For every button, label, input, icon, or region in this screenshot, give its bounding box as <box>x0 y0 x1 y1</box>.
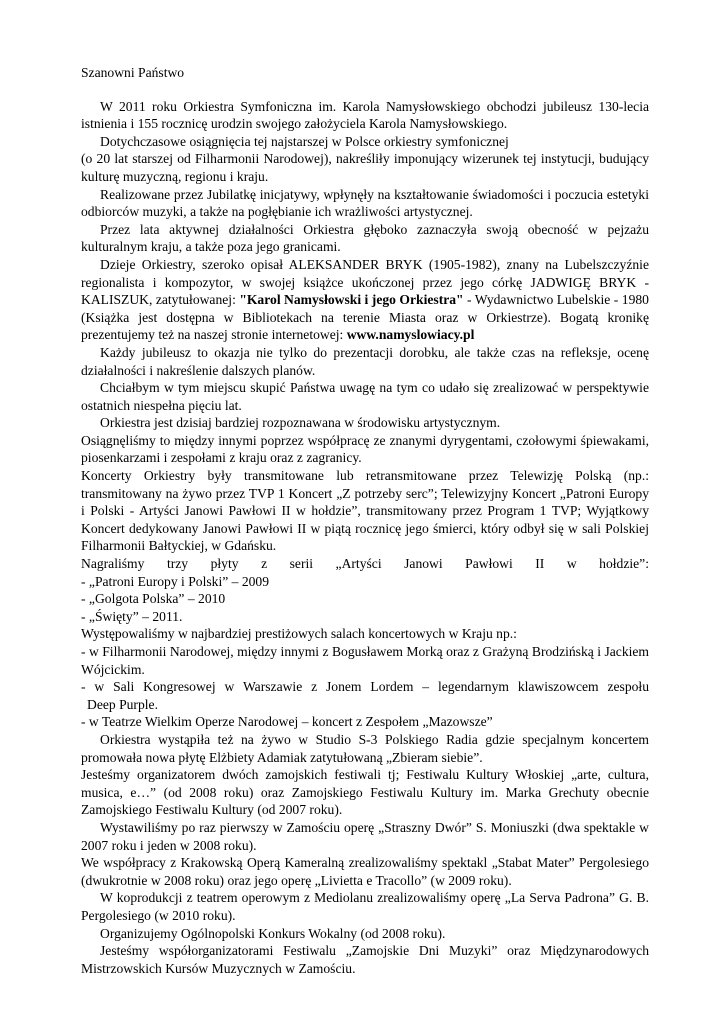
venue-item-philharmonic: - w Filharmonii Narodowej, między innymi z Bogusławem Morką oraz z Grażyną Brodzińską i Jackiem Wójcickim. <box>81 644 649 677</box>
venue-item-congress-hall: - w Sali Kongresowej w Warszawie z Jonem Lordem – legendarnym klawiszowcem zespołu <box>81 679 649 695</box>
paragraph-milan-coproduction: W koprodukcji z teatrem operowym z Mediolanu zrealizowaliśmy operę „La Serva Padrona” G. B. Pergolesiego (w 2010 roku). <box>81 890 649 923</box>
letter-greeting: Szanowni Państwo <box>81 65 185 80</box>
paragraph-history <box>81 256 649 344</box>
venue-item-opera: - w Teatrze Wielkim Operze Narodowej – koncert z Zespołem „Mazowsze” <box>81 714 493 730</box>
paragraph-jubilee: Każdy jubileusz to okazja nie tylko do prezentacji dorobku, ale także czas na refleksje, ocenę działalności i nakreślenie dalszych planów. <box>81 344 649 378</box>
history-text-part2: - Wydawnictwo Lubelskie - 1980 (Książka jest dostępna w Bibliotekach na terenie Miasta oraz w Orkiestrze). Bogatą kronikę prezentujemy też na naszej stronie internetowej: <box>81 292 649 343</box>
record-item: - „Golgota Polska” – 2010 <box>81 591 226 607</box>
history-text-part1: Dzieje Orkiestry, szeroko opisał ALEKSANDER BRYK (1905-1982), znany na Lubelszczyźnie regionalista i kompozytor, w swojej książce ukończonej przez jego córkę JADWIGĘ BRYK - KALISZUK, zatytułowanej: <box>81 256 649 308</box>
record-item: - „Patroni Europy i Polski” – 2009 <box>81 573 270 589</box>
paragraph-vocal-contest: Organizujemy Ogólnopolski Konkurs Wokalny (od 2008 roku). <box>100 925 446 941</box>
paragraph-coorganizer: Jesteśmy współorganizatorami Festiwalu „Zamojskie Dni Muzyki” oraz Międzynarodowych Mistrzowskich Kursów Muzycznych w Zamościu. <box>81 943 649 976</box>
paragraph-focus: Chciałbym w tym miejscu skupić Państwa uwagę na tym co udało się zrealizować w perspektywie ostatnich niespełna pięciu lat. <box>81 380 649 413</box>
paragraph-recognition: Orkiestra jest dzisiaj bardziej rozpoznawana w środowisku artystycznym. <box>100 415 501 431</box>
paragraph-presence: Przez lata aktywnej działalności Orkiestra głęboko zaznaczyła swoją obecność w pejzażu kulturalnym kraju, a także poza jego granicami. <box>81 221 649 255</box>
paragraph-initiatives: Realizowane przez Jubilatkę inicjatywy, wpłynęły na kształtowanie świadomości i poczucia estetyki odbiorców muzyki, a także na pogłębianie ich wrażliwości artystycznej. <box>81 186 649 220</box>
website-link[interactable]: www.namyslowiacy.pl <box>346 327 475 343</box>
paragraph-collaboration: Osiągnęliśmy to między innymi poprzez współpracę ze znanymi dyrygentami, czołowymi śpiewakami, piosenkarzami i zespołami z kraju oraz z zagranicy. <box>81 432 649 466</box>
paragraph-straszny-dwor: Wystawiliśmy po raz pierwszy w Zamościu operę „Straszny Dwór” S. Moniuszki (dwa spektakle w 2007 roku i jeden w 2008 roku). <box>81 819 649 853</box>
paragraph-festivals: Jesteśmy organizatorem dwóch zamojskich festiwali tj; Festiwalu Kultury Włoskiej „arte, cultura, musica, e…” (od 2008 roku) oraz Zamojskiego Festiwalu Kultury im. Marka Grechuty obecnie Zamojskiego Festiwalu Kultury (od 2007 roku). <box>81 767 649 818</box>
paragraph-krakow-opera: We współpracy z Krakowską Operą Kameralną zrealizowaliśmy spektakl „Stabat Mater” Pergolesiego (dwukrotnie w 2008 roku) oraz jego operę „Livietta e Tracollo” (w 2009 roku). <box>81 855 649 888</box>
paragraph-recordings: Nagraliśmy trzy płyty z serii „Artyści Janowi Pawłowi II w hołdzie”: <box>81 556 649 572</box>
paragraph-anniversary: W 2011 roku Orkiestra Symfoniczna im. Karola Namysłowskiego obchodzi jubileusz 130-lecia istnienia i 155 rocznicę urodzin swojego założyciela Karola Namysłowskiego. <box>81 98 649 132</box>
paragraph-venues: Występowaliśmy w najbardziej prestiżowych salach koncertowych w Kraju np.: <box>81 626 517 642</box>
record-item: - „Święty” – 2011. <box>81 608 183 624</box>
venue-item-congress-hall-cont: Deep Purple. <box>87 696 158 712</box>
paragraph-achievements-line1: Dotychczasowe osiągnięcia tej najstarszej w Polsce orkiestry symfonicznej <box>100 133 509 149</box>
paragraph-tv-broadcasts: Koncerty Orkiestry były transmitowane lub retransmitowane przez Telewizję Polską (np.: transmitowany na żywo przez TVP 1 Koncert „Z potrzeby serc”; Telewizyjny Koncert „Patroni Europy i Polski - Artyści Janowi Pawłowi II w hołdzie”, transmitowany przez Program 1 TVP; Wyjątkowy Koncert dedykowany Janowi Pawłowi II w piątą rocznicę jego śmierci, który odbył się w sali Polskiej Filharmonii Bałtyckiej, w Gdańsku. <box>81 468 649 554</box>
paragraph-radio: Orkiestra wystąpiła też na żywo w Studio S-3 Polskiego Radia gdzie specjalnym koncertem promowała nowa płytę Elżbiety Adamiak zatytułowaną „Zbieram siebie”. <box>81 731 649 765</box>
paragraph-achievements-rest: (o 20 lat starszej od Filharmonii Narodowej), nakreśliły imponujący wizerunek tej instytucji, budujący kulturę muzyczną, regionu i kraju. <box>81 151 649 184</box>
book-title: "Karol Namysłowski i jego Orkiestra" <box>239 292 464 308</box>
